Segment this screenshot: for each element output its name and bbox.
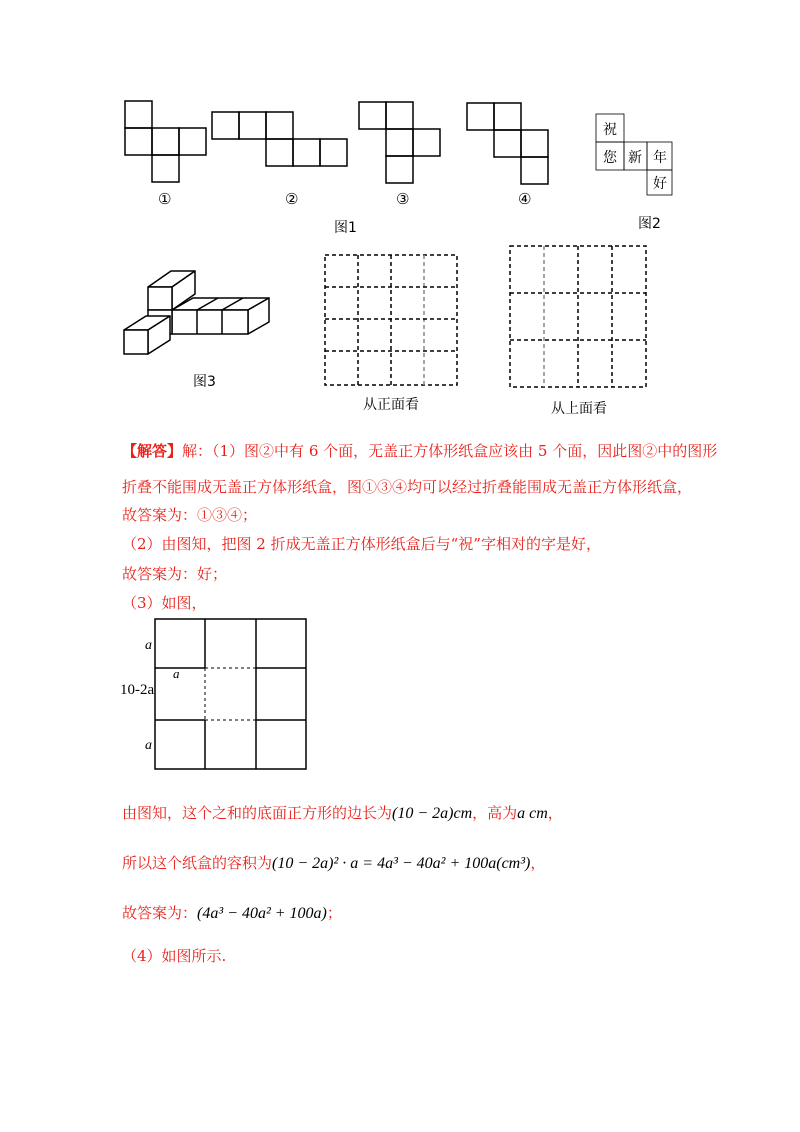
net-char-nian: 年 [653, 150, 667, 166]
solution-text: 由图知，这个之和的底面正方形的边长为 [122, 804, 393, 822]
solution-text: 故答案为： [122, 904, 198, 922]
solution-text: 解：（1）图②中有 6 个面，无盖正方体形纸盒应该由 5 个面，因此图②中的图形 [182, 442, 718, 460]
answer-formula: (4a³ − 40a² + 100a) [197, 905, 327, 922]
figure2-caption: 图2 [638, 216, 661, 232]
fig4-label-a-inner: a [173, 666, 180, 681]
top-view-label: 从上面看 [551, 401, 607, 417]
solution-line-7 [122, 803, 563, 824]
solution-text: ，高为 [472, 804, 518, 822]
fig4-label-a-top: a [145, 638, 152, 653]
solution-line-9 [122, 903, 342, 924]
front-view-label: 从正面看 [363, 397, 419, 413]
height-formula: a cm [517, 805, 548, 822]
net-char-hao: 好 [653, 176, 667, 192]
net-char-zhu: 祝 [603, 122, 617, 138]
solution-text: ， [530, 854, 546, 872]
side-length-formula: (10 − 2a)cm [392, 805, 473, 822]
solution-line-4: （2）由图知，把图 2 折成无盖正方体形纸盒后与“祝”字相对的字是好， [122, 535, 601, 553]
fig4-label-10-2a: 10-2a [120, 682, 155, 698]
net-label-3: ③ [396, 190, 410, 208]
net-label-2: ② [285, 190, 299, 208]
solution-line-6: （3）如图， [122, 594, 207, 612]
solution-line-8 [122, 853, 545, 874]
solution-text: 所以这个纸盒的容积为 [122, 854, 273, 872]
solution-text: ； [326, 904, 342, 922]
solution-line-3: 故答案为：①③④； [122, 506, 258, 524]
solution-line-5: 故答案为：好； [122, 565, 228, 583]
net-char-nin: 您 [603, 150, 617, 166]
fig4-label-a-bottom: a [145, 738, 152, 753]
net-char-xin: 新 [628, 150, 642, 166]
figure3-caption: 图3 [193, 374, 216, 390]
solution-line-10: （4）如图所示. [122, 947, 227, 965]
volume-formula: (10 − 2a)² · a = 4a³ − 40a² + 100a(cm³) [272, 855, 531, 872]
net-label-4: ④ [518, 190, 532, 208]
net-label-1: ① [158, 190, 172, 208]
solution-text: ， [547, 804, 563, 822]
solution-line-2: 折叠不能围成无盖正方体形纸盒，图①③④均可以经过折叠能围成无盖正方体形纸盒， [122, 478, 693, 496]
figure1-caption: 图1 [334, 220, 357, 236]
answer-heading: 【解答】 [122, 442, 183, 460]
